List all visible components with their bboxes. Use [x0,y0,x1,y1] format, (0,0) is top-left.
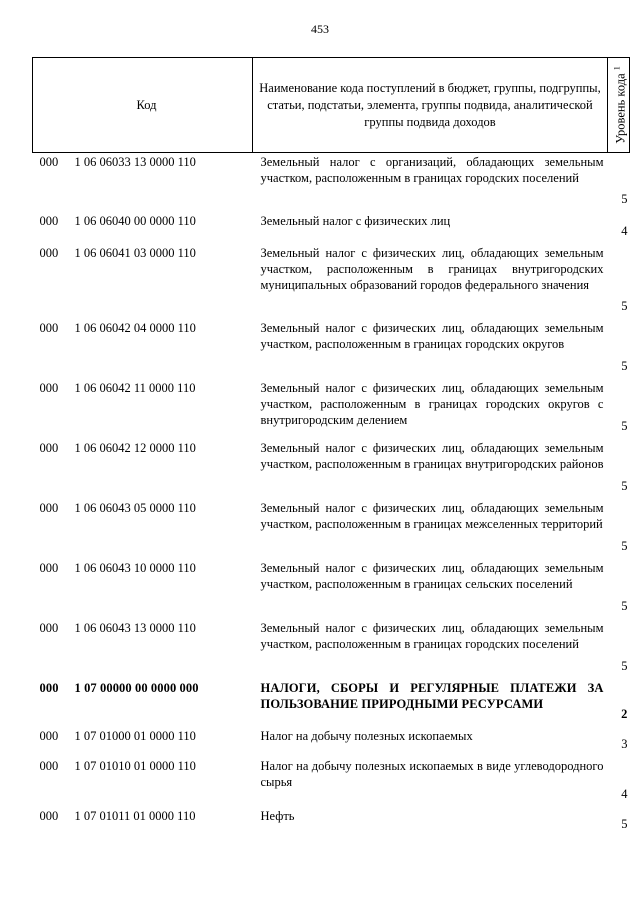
table-row [33,728,630,758]
table-row [33,213,630,245]
code-cell: 1 07 00000 00 0000 000 [74,680,199,695]
name-cell: Земельный налог с организаций, обладающих земельным участком, расположенным в границах городских поселений [260,155,604,185]
table-row [33,808,630,838]
agency-cell: 000 [39,680,59,695]
code-cell: 1 06 06040 00 0000 110 [74,213,196,228]
agency-cell: 000 [39,245,59,260]
header-code: Код [33,58,253,153]
agency-cell: 000 [39,155,59,169]
header-level-text: Уровень кода [613,73,628,144]
name-cell: Нефть [260,808,295,823]
name-cell: Земельный налог с физических лиц, обладающих земельным участком, расположенным в границах городских округов [260,320,604,351]
header-level-footnote: 1 [611,66,621,71]
agency-cell: 000 [39,500,59,515]
name-cell: Земельный налог с физических лиц, обладающих земельным участком, расположенным в границах межселенных территорий [260,500,604,531]
code-cell: 1 06 06041 03 0000 110 [74,245,196,260]
table-row [33,560,630,620]
agency-cell: 000 [39,213,59,228]
code-cell: 1 06 06033 13 0000 110 [74,155,196,169]
code-cell: 1 06 06042 12 0000 110 [74,440,196,455]
name-cell: Земельный налог с физических лиц, обладающих земельным участком, расположенным в границах городских поселений [260,620,604,651]
name-cell: Земельный налог с физических лиц, обладающих земельным участком, расположенным в границах внутригородских районов [260,440,604,471]
table-row [33,440,630,500]
level-cell: 3 [621,736,628,751]
name-cell: Земельный налог с физических лиц, обладающих земельным участком, расположенным в границах городских округов с внутригородским делением [260,380,604,427]
agency-cell: 000 [39,320,59,335]
agency-cell: 000 [39,380,59,395]
level-cell: 5 [621,538,628,553]
agency-cell: 000 [39,808,59,823]
agency-cell: 000 [39,560,59,575]
header-level-label [608,66,629,144]
name-cell: Земельный налог с физических лиц, обладающих земельным участком, расположенным в границах внутригородских муниципальных образований городов федерального значения [260,245,604,292]
code-cell: 1 07 01000 01 0000 110 [74,728,196,743]
agency-cell: 000 [39,728,59,743]
code-cell: 1 07 01011 01 0000 110 [74,808,196,823]
level-cell: 5 [621,191,628,206]
table-row [33,380,630,440]
page-number: 453 [311,22,329,36]
level-cell: 5 [621,658,628,673]
header-name: Наименование кода поступлений в бюджет, группы, подгруппы, статьи, подстатьи, элемента, группы подвида, аналитической группы подвида доходов [253,58,608,153]
name-cell: НАЛОГИ, СБОРЫ И РЕГУЛЯРНЫЕ ПЛАТЕЖИ ЗА ПОЛЬЗОВАНИЕ ПРИРОДНЫМИ РЕСУРСАМИ [260,680,604,711]
code-cell: 1 06 06042 04 0000 110 [74,320,196,335]
level-cell: 5 [621,816,628,831]
level-cell: 5 [621,418,628,433]
level-cell: 5 [621,598,628,613]
agency-cell: 000 [39,440,59,455]
header-level [608,58,630,153]
name-cell: Налог на добычу полезных ископаемых в виде углеводородного сырья [260,758,604,789]
level-cell: 4 [621,786,628,801]
table-row [33,500,630,560]
level-cell: 5 [621,358,628,373]
budget-codes-table [32,57,630,838]
code-cell: 1 06 06043 05 0000 110 [74,500,196,515]
name-cell: Налог на добычу полезных ископаемых [260,728,473,743]
code-cell: 1 06 06042 11 0000 110 [74,380,196,395]
agency-cell: 000 [39,620,59,635]
code-cell: 1 07 01010 01 0000 110 [74,758,196,773]
name-cell: Земельный налог с физических лиц [260,213,451,228]
code-cell: 1 06 06043 10 0000 110 [74,560,196,575]
table-row [33,758,630,808]
level-cell: 5 [621,478,628,493]
table-row [33,245,630,320]
code-cell: 1 06 06043 13 0000 110 [74,620,196,635]
table-row [33,680,630,728]
name-cell: Земельный налог с физических лиц, обладающих земельным участком, расположенным в границах сельских поселений [260,560,604,591]
level-cell: 5 [621,298,628,313]
agency-cell: 000 [39,758,59,773]
level-cell: 2 [621,706,628,721]
table-header-row [33,58,630,153]
table-row [33,620,630,680]
table-row [33,153,630,213]
level-cell: 4 [621,223,628,238]
table-row [33,320,630,380]
